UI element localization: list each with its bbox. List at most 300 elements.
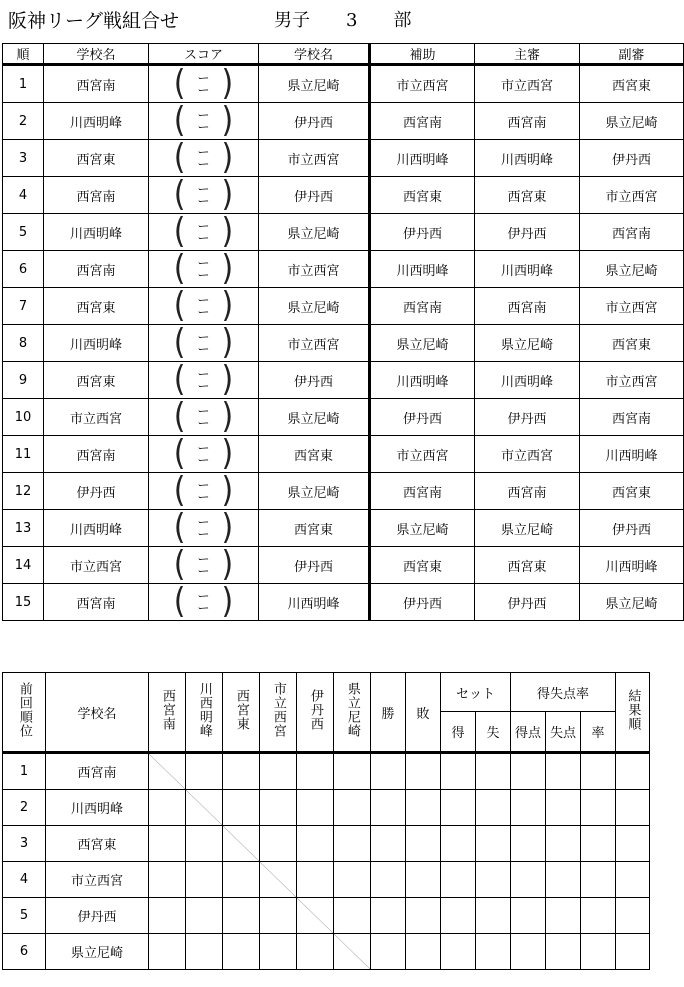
school-b: 川西明峰 (259, 584, 370, 621)
school-a: 西宮南 (44, 177, 149, 214)
points-against-cell[interactable] (546, 862, 581, 898)
header-opp-1: 西宮南 (149, 673, 186, 753)
score-dash-top: ー (197, 71, 210, 85)
score-dash-top: ー (197, 293, 210, 307)
prev-rank: 6 (3, 934, 46, 970)
sub-referee: 西宮東 (580, 325, 684, 362)
school-a: 西宮東 (44, 140, 149, 177)
result-cell[interactable] (149, 934, 186, 970)
header-score: スコア (149, 44, 259, 65)
sets-against-cell[interactable] (476, 790, 511, 826)
left-bracket-icon: ( (173, 139, 186, 177)
prev-rank: 3 (3, 826, 46, 862)
division-title: 男子 3 部 (274, 10, 412, 31)
school-name: 西宮南 (46, 753, 149, 790)
score-dash-top: ー (197, 108, 210, 122)
school-a: 西宮東 (44, 288, 149, 325)
left-bracket-icon: ( (173, 472, 186, 510)
aux-official: 県立尼崎 (370, 510, 475, 547)
header-win: 勝 (371, 673, 406, 753)
result-cell[interactable] (149, 790, 186, 826)
header-prev-rank: 前回順位 (3, 673, 46, 753)
prev-rank: 4 (3, 862, 46, 898)
table-row (3, 177, 684, 214)
school-b: 西宮東 (259, 510, 370, 547)
match-number: 1 (3, 65, 44, 103)
result-cell[interactable] (186, 826, 223, 862)
left-bracket-icon: ( (173, 102, 186, 140)
school-a: 川西明峰 (44, 214, 149, 251)
losses-cell[interactable] (406, 753, 441, 790)
table-row (3, 862, 650, 898)
result-cell[interactable] (223, 790, 260, 826)
table-row (3, 251, 684, 288)
match-number: 14 (3, 547, 44, 584)
school-a: 川西明峰 (44, 103, 149, 140)
result-cell[interactable] (334, 753, 371, 790)
left-bracket-icon: ( (173, 213, 186, 251)
right-bracket-icon: ) (221, 546, 234, 584)
sets-for-cell[interactable] (441, 790, 476, 826)
result-cell[interactable] (334, 862, 371, 898)
score-dash-bottom: ー (197, 83, 210, 97)
header-sub-referee: 副審 (580, 44, 684, 65)
points-for-cell[interactable] (511, 790, 546, 826)
left-bracket-icon: ( (173, 324, 186, 362)
sub-referee: 西宮東 (580, 65, 684, 103)
score-dash-top: ー (197, 219, 210, 233)
right-bracket-icon: ) (221, 324, 234, 362)
school-b: 県立尼崎 (259, 214, 370, 251)
main-referee: 市立西宮 (475, 65, 580, 103)
result-cell[interactable] (186, 753, 223, 790)
sub-referee: 市立西宮 (580, 362, 684, 399)
score-dash-bottom: ー (197, 157, 210, 171)
rate-cell[interactable] (581, 753, 616, 790)
prev-rank: 5 (3, 898, 46, 934)
left-bracket-icon: ( (173, 435, 186, 473)
school-a: 市立西宮 (44, 547, 149, 584)
school-b: 県立尼崎 (259, 65, 370, 103)
left-bracket-icon: ( (173, 509, 186, 547)
header-school: 学校名 (46, 673, 149, 753)
score-cell[interactable] (149, 473, 259, 510)
points-for-cell[interactable] (511, 826, 546, 862)
wins-cell[interactable] (371, 898, 406, 934)
score-cell[interactable] (149, 251, 259, 288)
table-row (3, 362, 684, 399)
points-against-cell[interactable] (546, 934, 581, 970)
sets-against-cell[interactable] (476, 862, 511, 898)
match-number: 9 (3, 362, 44, 399)
right-bracket-icon: ) (221, 139, 234, 177)
score-cell[interactable] (149, 584, 259, 621)
score-cell[interactable] (149, 436, 259, 473)
school-a: 川西明峰 (44, 325, 149, 362)
school-b: 県立尼崎 (259, 473, 370, 510)
final-rank-cell[interactable] (616, 898, 650, 934)
result-cell[interactable] (149, 826, 186, 862)
school-b: 伊丹西 (259, 362, 370, 399)
header-opp-4: 市立西宮 (260, 673, 297, 753)
school-a: 伊丹西 (44, 473, 149, 510)
right-bracket-icon: ) (221, 250, 234, 288)
result-cell[interactable] (334, 826, 371, 862)
match-number: 12 (3, 473, 44, 510)
score-cell[interactable] (149, 362, 259, 399)
score-cell[interactable] (149, 177, 259, 214)
points-for-cell[interactable] (511, 862, 546, 898)
right-bracket-icon: ) (221, 102, 234, 140)
school-name: 西宮東 (46, 826, 149, 862)
right-bracket-icon: ) (221, 583, 234, 621)
points-against-cell[interactable] (546, 790, 581, 826)
sub-referee: 県立尼崎 (580, 251, 684, 288)
points-for-cell[interactable] (511, 898, 546, 934)
sub-referee: 県立尼崎 (580, 103, 684, 140)
score-dash-top: ー (197, 478, 210, 492)
school-a: 西宮南 (44, 65, 149, 103)
diagonal-cell (297, 898, 334, 934)
header-main-referee: 主審 (475, 44, 580, 65)
match-number: 10 (3, 399, 44, 436)
table-row (3, 547, 684, 584)
right-bracket-icon: ) (221, 176, 234, 214)
points-for-cell[interactable] (511, 753, 546, 790)
score-dash-bottom: ー (197, 268, 210, 282)
score-dash-bottom: ー (197, 453, 210, 467)
main-referee: 西宮南 (475, 288, 580, 325)
match-number: 6 (3, 251, 44, 288)
result-cell[interactable] (186, 862, 223, 898)
final-rank-cell[interactable] (616, 826, 650, 862)
table-row (3, 898, 650, 934)
score-dash-bottom: ー (197, 194, 210, 208)
league-title: 阪神リーグ戦組合せ (8, 10, 180, 32)
main-referee: 伊丹西 (475, 214, 580, 251)
main-referee: 県立尼崎 (475, 510, 580, 547)
match-number: 15 (3, 584, 44, 621)
left-bracket-icon: ( (173, 398, 186, 436)
aux-official: 川西明峰 (370, 251, 475, 288)
score-dash-top: ー (197, 404, 210, 418)
aux-official: 西宮南 (370, 103, 475, 140)
aux-official: 県立尼崎 (370, 325, 475, 362)
left-bracket-icon: ( (173, 287, 186, 325)
sub-referee: 県立尼崎 (580, 584, 684, 621)
sub-referee: 西宮南 (580, 399, 684, 436)
result-cell[interactable] (149, 862, 186, 898)
wins-cell[interactable] (371, 862, 406, 898)
result-cell[interactable] (223, 753, 260, 790)
losses-cell[interactable] (406, 934, 441, 970)
left-bracket-icon: ( (173, 361, 186, 399)
main-referee: 川西明峰 (475, 362, 580, 399)
result-cell[interactable] (260, 898, 297, 934)
score-cell[interactable] (149, 399, 259, 436)
school-b: 市立西宮 (259, 325, 370, 362)
header-points: 得失点率 (511, 673, 616, 712)
losses-cell[interactable] (406, 790, 441, 826)
school-a: 西宮南 (44, 584, 149, 621)
score-dash-top: ー (197, 330, 210, 344)
table-row (3, 436, 684, 473)
final-rank-cell[interactable] (616, 790, 650, 826)
sub-referee: 西宮東 (580, 473, 684, 510)
header-set-for: 得 (441, 712, 476, 753)
school-a: 市立西宮 (44, 399, 149, 436)
score-dash-top: ー (197, 182, 210, 196)
score-dash-top: ー (197, 441, 210, 455)
prev-rank: 1 (3, 753, 46, 790)
losses-cell[interactable] (406, 862, 441, 898)
main-referee: 伊丹西 (475, 584, 580, 621)
losses-cell[interactable] (406, 898, 441, 934)
result-cell[interactable] (186, 898, 223, 934)
score-cell[interactable] (149, 140, 259, 177)
match-number: 5 (3, 214, 44, 251)
main-referee: 西宮南 (475, 103, 580, 140)
score-dash-bottom: ー (197, 231, 210, 245)
table-row (3, 65, 684, 103)
score-cell[interactable] (149, 510, 259, 547)
result-cell[interactable] (260, 934, 297, 970)
result-cell[interactable] (223, 934, 260, 970)
right-bracket-icon: ) (221, 213, 234, 251)
wins-cell[interactable] (371, 826, 406, 862)
table-row (3, 584, 684, 621)
right-bracket-icon: ) (221, 509, 234, 547)
table-row (3, 826, 650, 862)
table-row (3, 140, 684, 177)
table-row (3, 103, 684, 140)
left-bracket-icon: ( (173, 64, 186, 103)
left-bracket-icon: ( (173, 250, 186, 288)
sub-referee: 川西明峰 (580, 436, 684, 473)
score-cell[interactable] (149, 288, 259, 325)
school-b: 県立尼崎 (259, 399, 370, 436)
sub-referee: 市立西宮 (580, 288, 684, 325)
match-number: 3 (3, 140, 44, 177)
header-school-b: 学校名 (259, 44, 370, 65)
header-aux: 補助 (370, 44, 475, 65)
result-cell[interactable] (297, 826, 334, 862)
header-points-for: 得点 (511, 712, 546, 753)
match-number: 7 (3, 288, 44, 325)
points-for-cell[interactable] (511, 934, 546, 970)
right-bracket-icon: ) (221, 64, 234, 103)
score-dash-top: ー (197, 367, 210, 381)
result-cell[interactable] (223, 862, 260, 898)
losses-cell[interactable] (406, 826, 441, 862)
result-cell[interactable] (149, 898, 186, 934)
header-rate: 率 (581, 712, 616, 753)
score-cell[interactable] (149, 65, 259, 103)
rate-cell[interactable] (581, 790, 616, 826)
school-a: 川西明峰 (44, 510, 149, 547)
score-dash-top: ー (197, 515, 210, 529)
school-name: 川西明峰 (46, 790, 149, 826)
school-name: 県立尼崎 (46, 934, 149, 970)
result-cell[interactable] (297, 790, 334, 826)
score-dash-top: ー (197, 256, 210, 270)
aux-official: 市立西宮 (370, 436, 475, 473)
header-points-against: 失点 (546, 712, 581, 753)
score-dash-bottom: ー (197, 305, 210, 319)
diagonal-cell (186, 790, 223, 826)
main-referee: 伊丹西 (475, 399, 580, 436)
school-b: 市立西宮 (259, 251, 370, 288)
aux-official: 西宮南 (370, 473, 475, 510)
score-dash-bottom: ー (197, 527, 210, 541)
score-dash-bottom: ー (197, 379, 210, 393)
score-cell[interactable] (149, 547, 259, 584)
result-cell[interactable] (334, 790, 371, 826)
main-referee: 川西明峰 (475, 251, 580, 288)
rate-cell[interactable] (581, 934, 616, 970)
header-loss: 敗 (406, 673, 441, 753)
aux-official: 川西明峰 (370, 140, 475, 177)
main-referee: 市立西宮 (475, 436, 580, 473)
school-a: 西宮南 (44, 251, 149, 288)
header-opp-5: 伊丹西 (297, 673, 334, 753)
main-referee: 西宮南 (475, 473, 580, 510)
school-name: 市立西宮 (46, 862, 149, 898)
match-number: 2 (3, 103, 44, 140)
final-rank-cell[interactable] (616, 862, 650, 898)
table-row (3, 934, 650, 970)
rate-cell[interactable] (581, 898, 616, 934)
sets-for-cell[interactable] (441, 826, 476, 862)
result-cell[interactable] (260, 790, 297, 826)
sub-referee: 伊丹西 (580, 510, 684, 547)
header-set-against: 失 (476, 712, 511, 753)
aux-official: 西宮南 (370, 288, 475, 325)
wins-cell[interactable] (371, 934, 406, 970)
sets-for-cell[interactable] (441, 862, 476, 898)
sub-referee: 市立西宮 (580, 177, 684, 214)
main-referee: 西宮東 (475, 547, 580, 584)
header-order: 順 (3, 44, 44, 65)
result-cell[interactable] (297, 934, 334, 970)
sets-against-cell[interactable] (476, 753, 511, 790)
school-b: 伊丹西 (259, 103, 370, 140)
header-result: 結果順 (616, 673, 650, 753)
table-row (3, 753, 650, 790)
school-b: 市立西宮 (259, 140, 370, 177)
school-b: 伊丹西 (259, 547, 370, 584)
right-bracket-icon: ) (221, 287, 234, 325)
sub-referee: 伊丹西 (580, 140, 684, 177)
header-opp-3: 西宮東 (223, 673, 260, 753)
sets-against-cell[interactable] (476, 826, 511, 862)
result-cell[interactable] (297, 862, 334, 898)
table-row (3, 325, 684, 362)
sets-against-cell[interactable] (476, 898, 511, 934)
table-row (3, 790, 650, 826)
sets-for-cell[interactable] (441, 934, 476, 970)
score-cell[interactable] (149, 214, 259, 251)
school-a: 西宮南 (44, 436, 149, 473)
result-cell[interactable] (223, 898, 260, 934)
final-rank-cell[interactable] (616, 753, 650, 790)
main-referee: 県立尼崎 (475, 325, 580, 362)
match-number: 8 (3, 325, 44, 362)
sets-for-cell[interactable] (441, 753, 476, 790)
result-cell[interactable] (334, 898, 371, 934)
header-school-a: 学校名 (44, 44, 149, 65)
match-number: 11 (3, 436, 44, 473)
aux-official: 市立西宮 (370, 65, 475, 103)
score-dash-bottom: ー (197, 342, 210, 356)
score-dash-bottom: ー (197, 564, 210, 578)
right-bracket-icon: ) (221, 398, 234, 436)
points-against-cell[interactable] (546, 753, 581, 790)
table-row (3, 473, 684, 510)
left-bracket-icon: ( (173, 583, 186, 621)
table-row (3, 214, 684, 251)
left-bracket-icon: ( (173, 176, 186, 214)
sets-against-cell[interactable] (476, 934, 511, 970)
sub-referee: 川西明峰 (580, 547, 684, 584)
table-row (3, 399, 684, 436)
table-row (3, 510, 684, 547)
score-dash-top: ー (197, 589, 210, 603)
diagonal-cell (260, 862, 297, 898)
aux-official: 伊丹西 (370, 584, 475, 621)
score-cell[interactable] (149, 325, 259, 362)
rate-cell[interactable] (581, 862, 616, 898)
diagonal-cell (223, 826, 260, 862)
main-referee: 川西明峰 (475, 140, 580, 177)
result-cell[interactable] (260, 753, 297, 790)
schedule-header-row (3, 44, 684, 65)
school-name: 伊丹西 (46, 898, 149, 934)
aux-official: 西宮東 (370, 547, 475, 584)
result-cell[interactable] (260, 826, 297, 862)
right-bracket-icon: ) (221, 435, 234, 473)
sets-for-cell[interactable] (441, 898, 476, 934)
points-against-cell[interactable] (546, 898, 581, 934)
score-cell[interactable] (149, 103, 259, 140)
result-cell[interactable] (186, 934, 223, 970)
match-number: 4 (3, 177, 44, 214)
score-dash-bottom: ー (197, 601, 210, 615)
wins-cell[interactable] (371, 790, 406, 826)
rate-cell[interactable] (581, 826, 616, 862)
diagonal-cell (334, 934, 371, 970)
left-bracket-icon: ( (173, 546, 186, 584)
school-b: 西宮東 (259, 436, 370, 473)
header-opp-6: 県立尼崎 (334, 673, 371, 753)
aux-official: 川西明峰 (370, 362, 475, 399)
score-dash-bottom: ー (197, 120, 210, 134)
wins-cell[interactable] (371, 753, 406, 790)
header-opp-2: 川西明峰 (186, 673, 223, 753)
result-cell[interactable] (297, 753, 334, 790)
aux-official: 西宮東 (370, 177, 475, 214)
aux-official: 伊丹西 (370, 399, 475, 436)
score-dash-bottom: ー (197, 416, 210, 430)
league-standings-table (2, 672, 650, 970)
table-row (3, 288, 684, 325)
final-rank-cell[interactable] (616, 934, 650, 970)
prev-rank: 2 (3, 790, 46, 826)
school-b: 県立尼崎 (259, 288, 370, 325)
score-dash-top: ー (197, 145, 210, 159)
points-against-cell[interactable] (546, 826, 581, 862)
main-referee: 西宮東 (475, 177, 580, 214)
